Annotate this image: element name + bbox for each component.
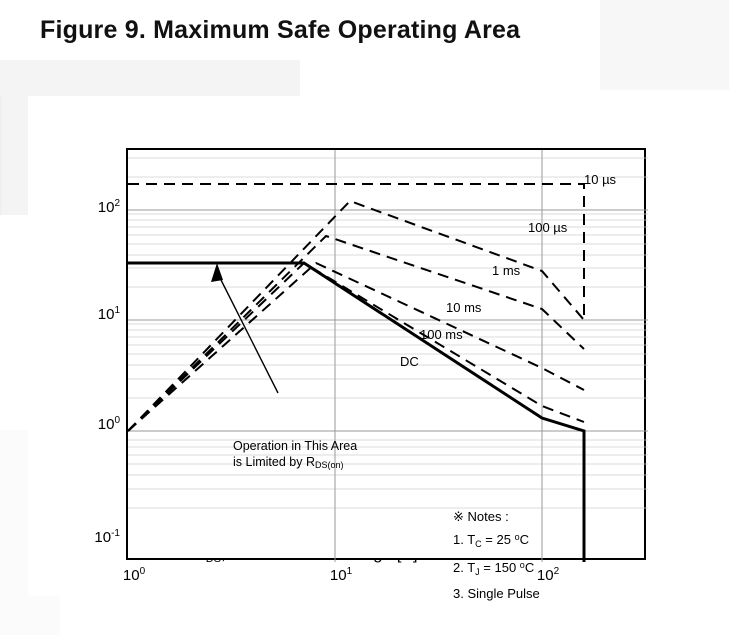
note-item-1 — [453, 527, 540, 555]
curve-label-100ms: 100 ms — [420, 327, 463, 342]
note-1-post: C — [519, 532, 529, 547]
notes-header: ※ Notes : — [453, 509, 509, 524]
curve-100us — [128, 201, 584, 431]
y-tick-1e-1 — [94, 528, 120, 546]
y-tick-1e0-exp: 0 — [114, 415, 120, 426]
curve-label-100us: 100 µs — [528, 220, 568, 235]
x-tick-1e0-mant: 10 — [122, 567, 140, 584]
note-2-post: C — [524, 560, 535, 575]
x-tick-1e0 — [123, 566, 145, 584]
callout-arrow — [217, 272, 278, 393]
callout-text — [233, 438, 357, 473]
background-block-3 — [600, 0, 729, 90]
page-title: Figure 9. Maximum Safe Operating Area — [40, 16, 521, 44]
x-tick-1e2-mant: 10 — [536, 567, 554, 584]
note-1-mid: = 25 — [481, 532, 515, 547]
y-tick-1e1 — [98, 305, 120, 323]
note-2-pre: 2. T — [453, 560, 476, 575]
note-3-pre: 3. Single Pulse — [453, 586, 540, 601]
y-tick-1e-1-mant: 10 — [94, 529, 112, 546]
x-tick-1e1 — [330, 566, 352, 584]
notes-block — [453, 506, 540, 604]
note-1-sup: o — [514, 532, 520, 542]
y-tick-1e0 — [98, 415, 120, 433]
note-2-mid: = 150 — [479, 560, 520, 575]
note-1-sub: C — [475, 539, 482, 549]
callout-line-2-b: DS(on) — [314, 460, 344, 470]
y-tick-1e2-exp: 2 — [114, 198, 120, 209]
background-block-1 — [0, 60, 300, 100]
curve-100ms — [128, 263, 584, 431]
note-item-3 — [453, 583, 540, 604]
curve-label-dc: DC — [400, 354, 419, 369]
curve-10ms — [128, 263, 584, 431]
x-tick-1e1-exp: 1 — [346, 566, 353, 577]
plot-box — [94, 148, 646, 601]
chart-figure — [28, 96, 688, 601]
curves-layer — [128, 150, 648, 562]
curve-label-1ms: 1 ms — [492, 263, 521, 278]
callout-arrow-head — [211, 263, 223, 282]
y-tick-1e2-mant: 10 — [97, 199, 115, 216]
curve-label-10ms: 10 ms — [446, 300, 482, 315]
note-2-sup: o — [519, 560, 525, 570]
x-tick-1e2 — [537, 566, 559, 584]
callout-line-1: Operation in This Area — [233, 439, 358, 453]
note-1-pre: 1. T — [453, 532, 476, 547]
y-tick-1e2 — [98, 198, 120, 216]
y-tick-1e1-exp: 1 — [114, 305, 120, 316]
callout-line-2-a: is Limited by R — [233, 455, 315, 469]
x-tick-1e0-exp: 0 — [139, 566, 146, 577]
curve-label-10us: 10 µs — [584, 172, 617, 187]
callout-line-2 — [233, 454, 357, 473]
x-tick-1e1-mant: 10 — [329, 567, 347, 584]
note-item-2 — [453, 555, 540, 583]
y-tick-1e1-mant: 10 — [97, 306, 115, 323]
note-2-sub: J — [475, 567, 480, 577]
x-tick-1e2-exp: 2 — [553, 566, 560, 577]
y-tick-1e0-mant: 10 — [97, 416, 115, 433]
y-tick-1e-1-exp: -1 — [111, 528, 120, 539]
